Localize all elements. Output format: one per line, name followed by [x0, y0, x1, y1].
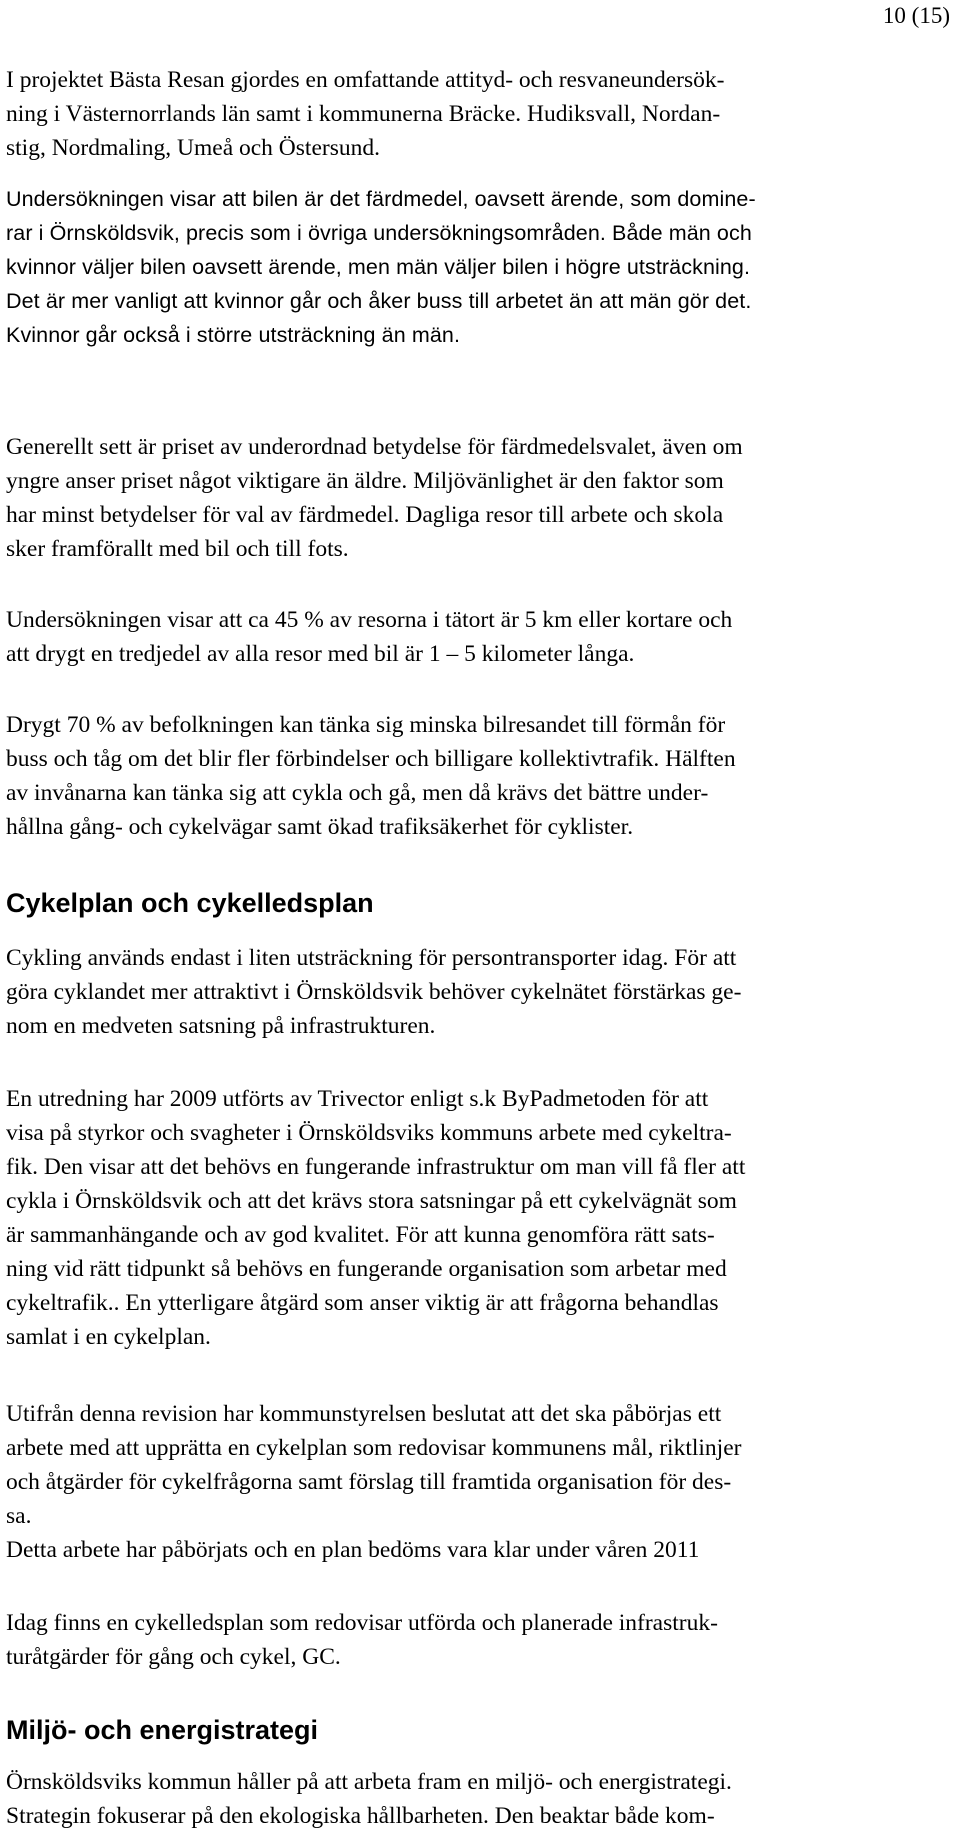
text-line: turåtgärder för gång och cykel, GC.	[6, 1644, 341, 1670]
paragraph-cycling	[6, 941, 958, 1043]
text-line: Kvinnor går också i större utsträckning än män.	[6, 323, 461, 347]
text-line: Det är mer vanligt att kvinnor går och åker buss till arbetet än att män gör det.	[6, 289, 752, 313]
text-line: stig, Nordmaling, Umeå och Östersund.	[6, 135, 380, 161]
text-line: Undersökningen visar att ca 45 % av resorna i tätort är 5 km eller kortare och	[6, 607, 733, 633]
paragraph-price	[6, 430, 958, 566]
text-line: sker framförallt med bil och till fots.	[6, 536, 349, 562]
text-line: kvinnor väljer bilen oavsett ärende, men män väljer bilen i högre utsträckning.	[6, 255, 751, 279]
text-line: Detta arbete har påbörjats och en plan bedöms vara klar under våren 2011	[6, 1537, 700, 1563]
paragraph-car-usage	[6, 182, 958, 352]
section-heading-cykelplan: Cykelplan och cykelledsplan	[6, 888, 374, 918]
text-line: nom en medveten satsning på infrastrukturen.	[6, 1013, 436, 1039]
paragraph-miljostrategi	[6, 1765, 958, 1833]
text-line: och åtgärder för cykelfrågorna samt förslag till framtida organisation för des-	[6, 1469, 732, 1495]
text-line: Drygt 70 % av befolkningen kan tänka sig minska bilresandet till förmån för	[6, 712, 726, 738]
text-line: Undersökningen visar att bilen är det färdmedel, oavsett ärende, som domine-	[6, 187, 756, 211]
text-line: I projektet Bästa Resan gjordes en omfattande attityd- och resvaneundersök-	[6, 67, 725, 93]
text-line: arbete med att upprätta en cykelplan som redovisar kommunens mål, riktlinjer	[6, 1435, 742, 1461]
text-line: hållna gång- och cykelvägar samt ökad trafiksäkerhet för cyklister.	[6, 814, 634, 840]
text-line: cykeltrafik.. En ytterligare åtgärd som anser viktig är att frågorna behandlas	[6, 1290, 719, 1316]
text-line: Strategin fokuserar på den ekologiska hållbarheten. Den beaktar både kom-	[6, 1803, 715, 1829]
text-line: samlat i en cykelplan.	[6, 1324, 211, 1350]
text-line: är sammanhängande och av god kvalitet. För att kunna genomföra rätt sats-	[6, 1222, 715, 1248]
text-line: Generellt sett är priset av underordnad betydelse för färdmedelsvalet, även om	[6, 434, 743, 460]
text-line: har minst betydelser för val av färdmedel. Dagliga resor till arbete och skola	[6, 502, 724, 528]
paragraph-willingness	[6, 708, 958, 844]
text-line: ning i Västernorrlands län samt i kommunerna Bräcke. Hudiksvall, Nordan-	[6, 101, 721, 127]
text-line: yngre anser priset något viktigare än äldre. Miljövänlighet är den faktor som	[6, 468, 724, 494]
text-line: sa.	[6, 1503, 32, 1529]
text-line: En utredning har 2009 utförts av Trivector enligt s.k ByPadmetoden för att	[6, 1086, 709, 1112]
text-line: att drygt en tredjedel av alla resor med bil är 1 – 5 kilometer långa.	[6, 641, 635, 667]
text-line: Idag finns en cykelledsplan som redovisar utförda och planerade infrastruk-	[6, 1610, 718, 1636]
text-line: göra cyklandet mer attraktivt i Örnsköldsvik behöver cykelnätet förstärkas ge-	[6, 979, 742, 1005]
text-line: rar i Örnsköldsvik, precis som i övriga undersökningsområden. Både män och	[6, 221, 752, 245]
paragraph-investigation	[6, 1082, 958, 1354]
paragraph-intro	[6, 63, 958, 165]
text-line: Örnsköldsviks kommun håller på att arbeta fram en miljö- och energistrategi.	[6, 1769, 732, 1795]
text-line: buss och tåg om det blir fler förbindelser och billigare kollektivtrafik. Hälften	[6, 746, 736, 772]
text-line: cykla i Örnsköldsvik och att det krävs stora satsningar på ett cykelvägnät som	[6, 1188, 737, 1214]
paragraph-revision	[6, 1397, 958, 1567]
text-line: fik. Den visar att det behövs en fungerande infrastruktur om man vill få fler att	[6, 1154, 746, 1180]
paragraph-cykelledsplan	[6, 1606, 958, 1674]
text-line: Cykling används endast i liten utsträckning för persontransporter idag. För att	[6, 945, 737, 971]
text-line: visa på styrkor och svagheter i Örnsköldsviks kommuns arbete med cykeltra-	[6, 1120, 732, 1146]
section-heading-miljo: Miljö- och energistrategi	[6, 1715, 319, 1745]
text-line: av invånarna kan tänka sig att cykla och gå, men då krävs det bättre under-	[6, 780, 709, 806]
paragraph-trip-length	[6, 603, 958, 671]
text-line: Utifrån denna revision har kommunstyrelsen beslutat att det ska påbörjas ett	[6, 1401, 722, 1427]
text-line: ning vid rätt tidpunkt så behövs en fungerande organisation som arbetar med	[6, 1256, 727, 1282]
page-number: 10 (15)	[882, 3, 950, 28]
